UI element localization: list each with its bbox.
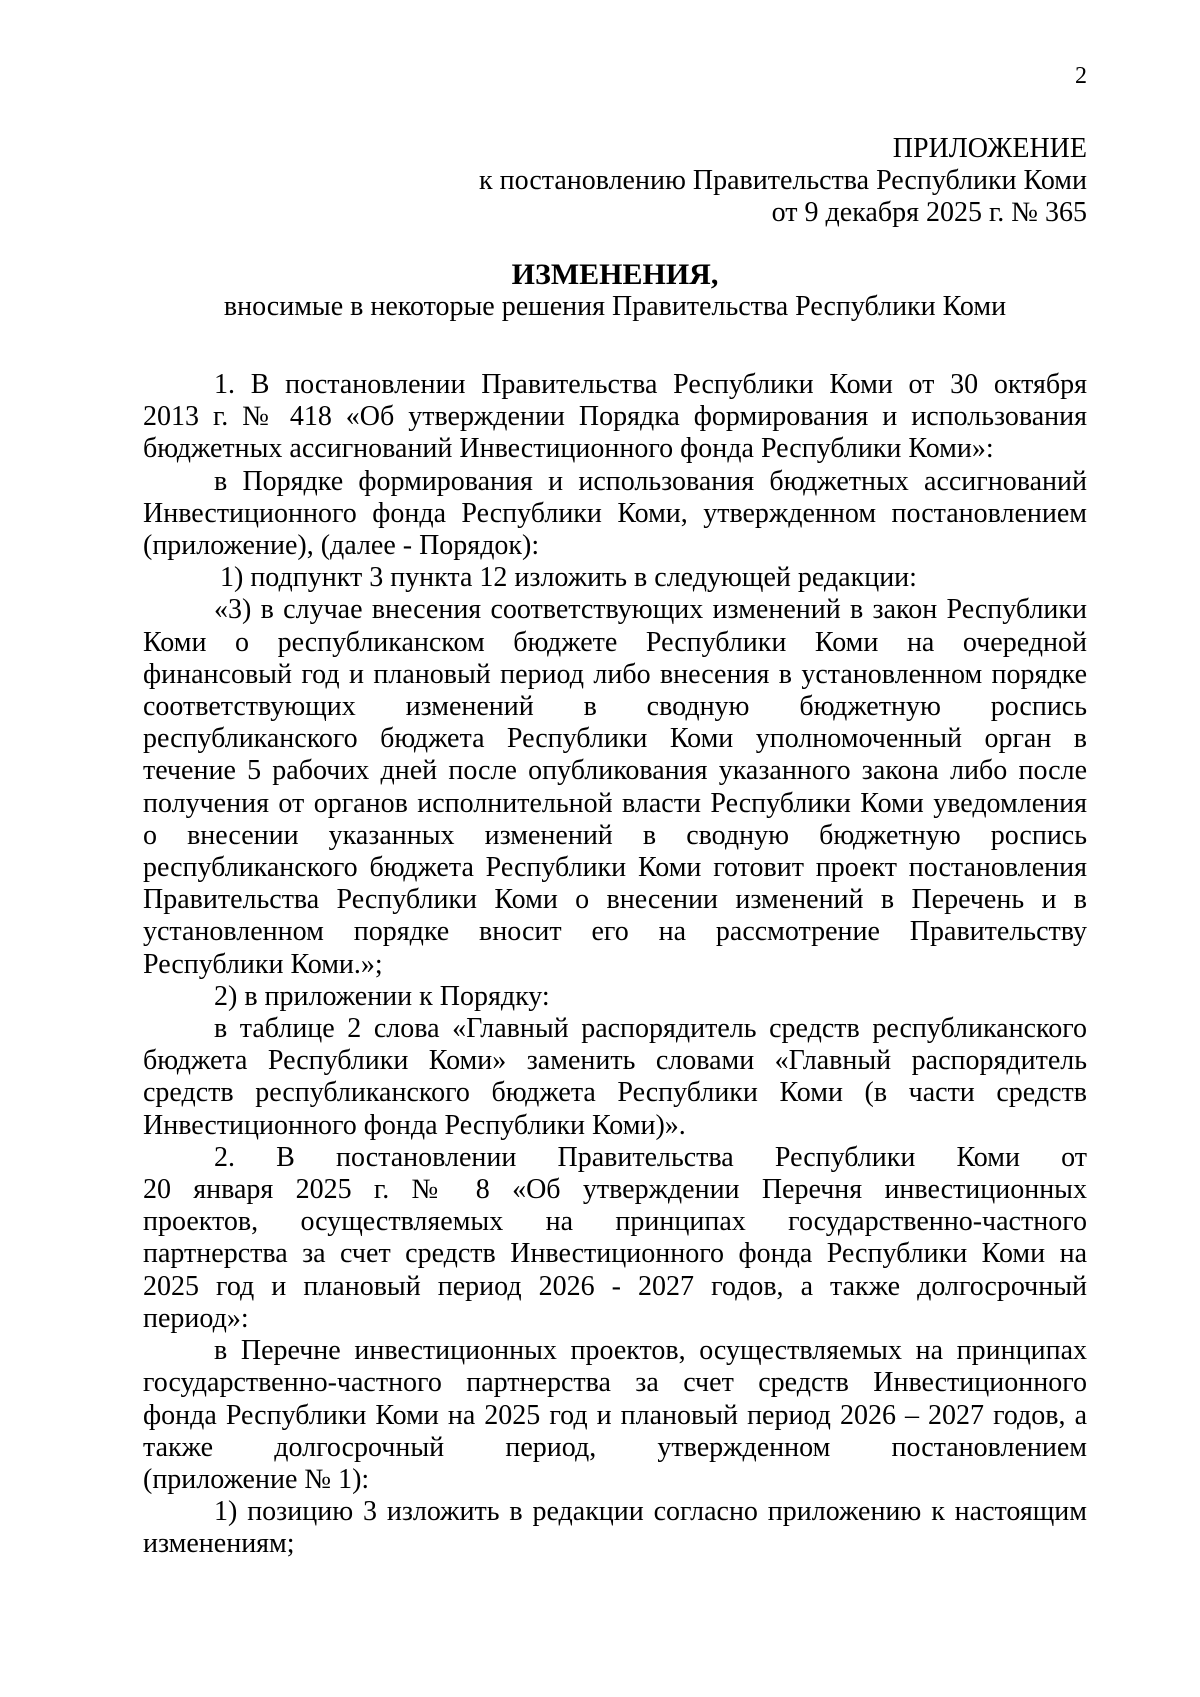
paragraph-2 — [143, 466, 1087, 563]
text-line: (приложение), (далее - Порядок): — [143, 530, 540, 562]
text-line: получения от органов исполнительной власти Республики Коми уведомления — [143, 787, 1087, 819]
text-line: 1. В постановлении Правительства Республики Коми от 30 октября — [214, 369, 1087, 400]
text-line: соответствующих изменений в сводную бюджетную роспись — [143, 691, 1087, 723]
text-line: бюджетных ассигнований Инвестиционного фонда Республики Коми»: — [143, 433, 994, 465]
text-line: 20 января 2025 г. № 8 «Об утверждении Перечня инвестиционных — [143, 1174, 1087, 1206]
text-line: «3) в случае внесения соответствующих изменений в закон Республики — [214, 594, 1087, 626]
text-line: 2013 г. № 418 «Об утверждении Порядка формирования и использования — [143, 401, 1087, 433]
text-line: финансовый год и плановый период либо внесения в установленном порядке — [143, 658, 1087, 690]
text-line: Республики Коми.»; — [143, 948, 383, 980]
text-line: проектов, осуществляемых на принципах государственно-частного — [143, 1206, 1087, 1238]
document-title — [143, 259, 1087, 323]
appendix-date-number: от 9 декабря 2025 г. № 365 — [771, 197, 1087, 229]
appendix-label: ПРИЛОЖЕНИЕ — [892, 133, 1087, 164]
text-line: в Порядке формирования и использования бюджетных ассигнований — [214, 465, 1087, 497]
text-line: республиканского бюджета Республики Коми готовит проект постановления — [143, 852, 1087, 884]
text-line: 2) в приложении к Порядку: — [214, 980, 550, 1012]
text-line: 1) подпункт 3 пункта 12 изложить в следующей редакции: — [220, 562, 917, 594]
paragraph-7 — [143, 1142, 1087, 1335]
text-line: 2. В постановлении Правительства Республики Коми от — [214, 1141, 1087, 1173]
text-line: изменениям; — [143, 1528, 295, 1560]
text-line: республиканского бюджета Республики Коми уполномоченный орган в — [143, 723, 1087, 755]
text-line: в таблице 2 слова «Главный распорядитель средств республиканского — [214, 1013, 1087, 1045]
text-line: (приложение № 1): — [143, 1463, 370, 1495]
text-line: фонда Республики Коми на 2025 год и плановый период 2026 – 2027 годов, а — [143, 1399, 1087, 1431]
text-line: установленном порядке вносит его на рассмотрение Правительству — [143, 916, 1087, 948]
text-line: Коми о республиканском бюджете Республики Коми на очередной — [143, 626, 1087, 658]
paragraph-9 — [143, 1496, 1087, 1560]
paragraph-3 — [143, 562, 1087, 594]
text-line: о внесении указанных изменений в сводную бюджетную роспись — [143, 819, 1087, 851]
text-line: Правительства Республики Коми о внесении изменений в Перечень и в — [143, 884, 1087, 916]
paragraph-1 — [143, 369, 1087, 466]
text-line: Инвестиционного фонда Республики Коми)». — [143, 1109, 686, 1141]
text-line: партнерства за счет средств Инвестиционного фонда Республики Коми на — [143, 1238, 1087, 1270]
text-line: Инвестиционного фонда Республики Коми, утвержденном постановлением — [143, 497, 1087, 529]
document-body — [143, 369, 1087, 1561]
paragraph-5 — [143, 981, 1087, 1013]
paragraph-8 — [143, 1335, 1087, 1496]
title-main: ИЗМЕНЕНИЯ, — [511, 258, 719, 291]
text-line: 2025 год и плановый период 2026 - 2027 годов, а также долгосрочный — [143, 1270, 1087, 1302]
paragraph-4 — [143, 594, 1087, 980]
text-line: течение 5 рабочих дней после опубликования указанного закона либо после — [143, 755, 1087, 787]
paragraph-6 — [143, 1013, 1087, 1142]
appendix-header — [287, 133, 1087, 230]
page-number: 2 — [1075, 63, 1087, 89]
text-line: в Перечне инвестиционных проектов, осуществляемых на принципах — [214, 1335, 1087, 1367]
text-line: также долгосрочный период, утвержденном постановлением — [143, 1431, 1087, 1463]
text-line: период»: — [143, 1302, 249, 1334]
title-subtitle: вносимые в некоторые решения Правительства Республики Коми — [223, 291, 1007, 323]
appendix-reference: к постановлению Правительства Республики Коми — [479, 165, 1087, 197]
text-line: государственно-частного партнерства за счет средств Инвестиционного — [143, 1367, 1087, 1399]
text-line: средств республиканского бюджета Республики Коми (в части средств — [143, 1077, 1087, 1109]
text-line: 1) позицию 3 изложить в редакции согласно приложению к настоящим — [214, 1496, 1087, 1528]
text-line: бюджета Республики Коми» заменить словами «Главный распорядитель — [143, 1045, 1087, 1077]
